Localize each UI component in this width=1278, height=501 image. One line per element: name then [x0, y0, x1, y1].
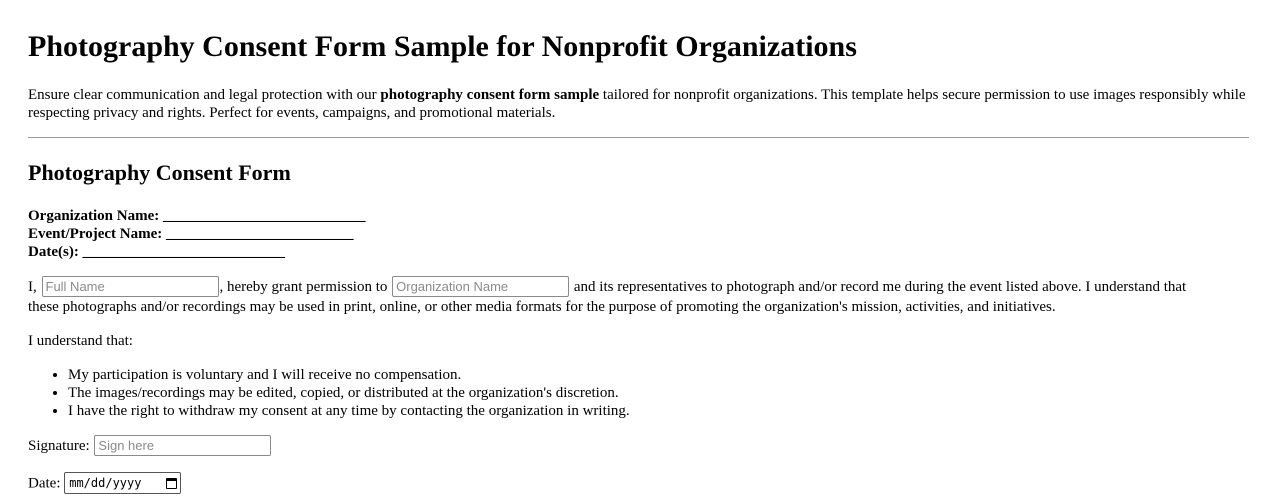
signature-row — [28, 436, 272, 457]
grant-paragraph — [28, 277, 1253, 318]
grant-prefix: I, — [28, 279, 41, 295]
date-label: Date: — [28, 475, 61, 492]
intro-text-before: Ensure clear communication and legal protection with our — [28, 87, 381, 103]
intro-paragraph — [28, 86, 1253, 122]
date-input[interactable] — [64, 472, 181, 494]
page-title: Photography Consent Form Sample for Nonprofit Organizations — [28, 30, 857, 63]
intro-bold-term: photography consent form sample — [380, 87, 600, 103]
full-name-input[interactable] — [42, 276, 219, 297]
list-item: • The images/recordings may be edited, copied, or distributed at the organization's discretion. — [68, 384, 630, 402]
grant-line-2: these photographs and/or recordings may be used in print, online, or other media formats for the purpose of promoting the organization's mission, activities, and initiatives. — [28, 299, 1056, 316]
grant-suffix: and its representatives to photograph and/or record me during the event listed above. I understand that — [570, 279, 1187, 295]
understand-intro: I understand that: — [28, 333, 133, 349]
organization-name-input[interactable] — [392, 276, 569, 297]
grant-middle: , hereby grant permission to — [219, 279, 392, 295]
list-item: • My participation is voluntary and I will receive no compensation. — [68, 366, 630, 384]
form-fields-block — [28, 207, 365, 261]
list-item: • I have the right to withdraw my consent at any time by contacting the organization in writing. — [68, 402, 630, 420]
signature-input[interactable] — [94, 435, 271, 456]
section-divider — [28, 137, 1249, 138]
terms-list — [28, 366, 630, 420]
intro-text-after: tailored for nonprofit organizations. This template helps secure permission to use images responsibly while respecting privacy and rights. Perfect for events, campaigns, and promotional materials. — [28, 87, 1246, 121]
organization-name-field: Organization Name: ___________________________ — [28, 208, 366, 224]
event-project-name-field: Event/Project Name: _________________________ — [28, 226, 354, 242]
form-heading: Photography Consent Form — [28, 160, 291, 185]
date-row — [28, 473, 181, 495]
date-placeholder: mm/dd/yyyy — [69, 475, 142, 490]
calendar-icon[interactable] — [166, 478, 177, 489]
signature-label: Signature: — [28, 438, 90, 454]
dates-field: Date(s): ___________________________ — [28, 244, 286, 260]
